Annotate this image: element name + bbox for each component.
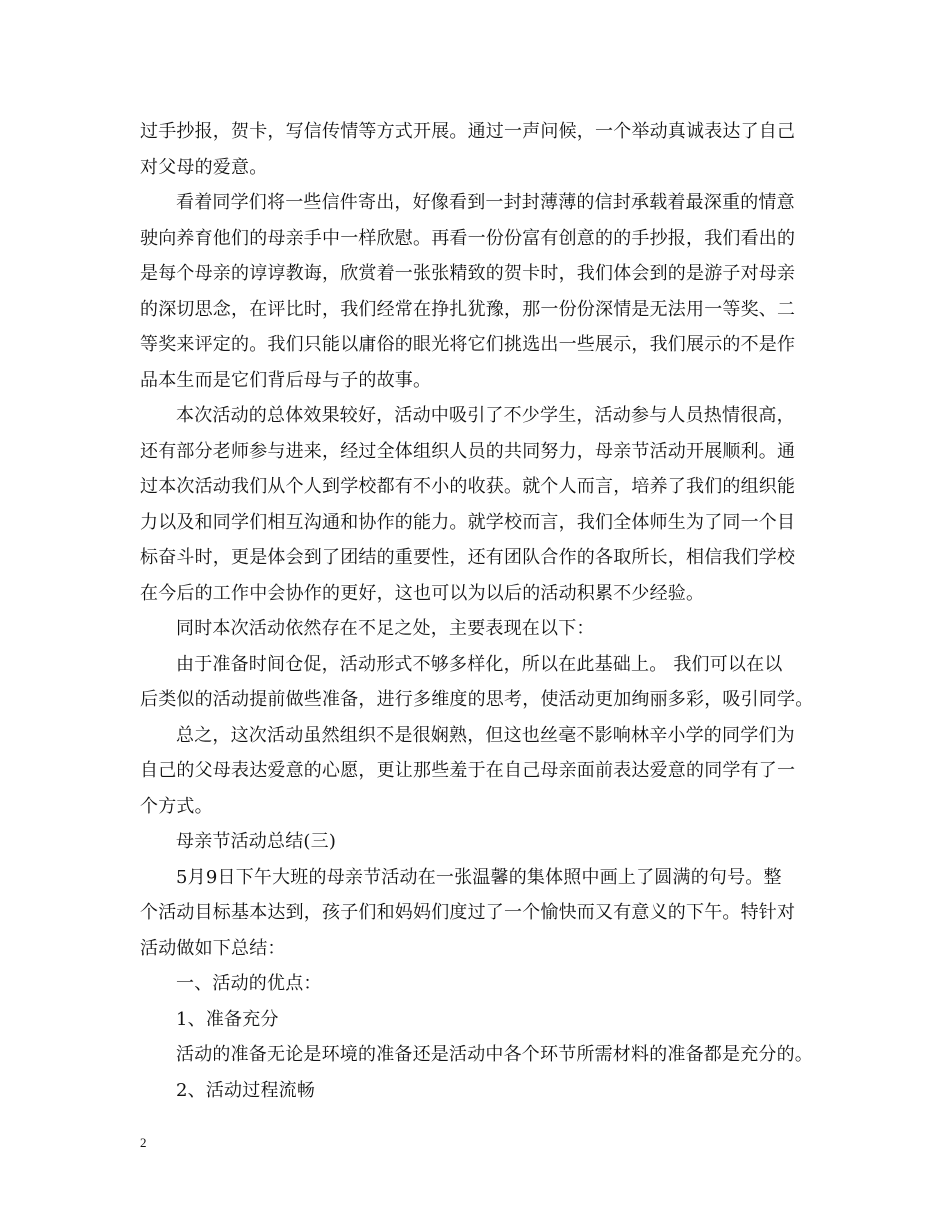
body-line: 活动的准备无论是环境的准备还是活动中各个环节所需材料的准备都是充分的。 <box>176 1044 813 1065</box>
body-line: 的深切思念，在评比时，我们经常在挣扎犹豫，那一份份深情是无法用一等奖、二 <box>140 298 796 320</box>
body-line: 个活动目标基本达到，孩子们和妈妈们度过了一个愉快而又有意义的下午。特针对 <box>140 902 796 923</box>
body-line: 自己的父母表达爱意的心愿，更让那些羞于在自己母亲面前表达爱意的同学有了一 <box>140 760 796 781</box>
body-line: 在今后的工作中会协作的更好，这也可以为以后的活动积累不少经验。 <box>140 582 705 604</box>
document-body <box>140 114 812 1108</box>
body-line: 本次活动的总体效果较好，活动中吸引了不少学生，活动参与人员热情很高， <box>176 405 795 426</box>
body-line: 驶向养育他们的母亲手中一样欣慰。再看一份份富有创意的的手抄报，我们看出的 <box>140 227 796 249</box>
body-line: 过本次活动我们从个人到学校都有不小的收获。就个人而言，培养了我们的组织能 <box>140 476 796 497</box>
body-line: 5月9日下午大班的母亲节活动在一张温馨的集体照中画上了圆满的句号。整 <box>176 866 782 888</box>
section-heading: 母亲节活动总结(三) <box>176 831 337 852</box>
body-line: 总之，这次活动虽然组织不是很娴熟，但这也丝毫不影响林辛小学的同学们为 <box>176 724 795 746</box>
body-line: 由于准备时间仓促，活动形式不够多样化，所以在此基础上。 我们可以在以 <box>176 653 783 675</box>
body-line: 对父母的爱意。 <box>140 156 268 178</box>
body-line: 力以及和同学们相互沟通和协作的能力。就学校而言，我们全体师生为了同一个目 <box>140 511 796 533</box>
body-line: 个方式。 <box>140 795 213 817</box>
body-line: 是每个母亲的谆谆教诲，欣赏着一张张精致的贺卡时，我们体会到的是游子对母亲 <box>140 263 796 284</box>
body-line: 活动做如下总结： <box>140 937 286 959</box>
body-line: 还有部分老师参与进来，经过全体组织人员的共同努力，母亲节活动开展顺利。通 <box>140 440 796 462</box>
list-item-heading: 1、准备充分 <box>176 1008 279 1030</box>
page-number: 2 <box>140 1135 147 1150</box>
body-line: 后类似的活动提前做些准备，进行多维度的思考，使活动更加绚丽多彩，吸引同学。 <box>140 689 814 710</box>
body-line: 标奋斗时，更是体会到了团结的重要性，还有团队合作的各取所长，相信我们学校 <box>140 547 796 568</box>
subsection-heading: 一、活动的优点： <box>176 973 322 994</box>
body-line: 品本生而是它们背后母与子的故事。 <box>140 369 432 391</box>
list-item-heading: 2、活动过程流畅 <box>176 1079 316 1101</box>
body-line: 同时本次活动依然存在不足之处，主要表现在以下： <box>176 618 595 639</box>
body-line: 等奖来评定的。我们只能以庸俗的眼光将它们挑选出一些展示，我们展示的不是作 <box>140 334 796 355</box>
body-line: 过手抄报，贺卡，写信传情等方式开展。通过一声问候，一个举动真诚表达了自己 <box>140 121 796 142</box>
body-line: 看着同学们将一些信件寄出，好像看到一封封薄薄的信封承载着最深重的情意 <box>176 192 795 213</box>
